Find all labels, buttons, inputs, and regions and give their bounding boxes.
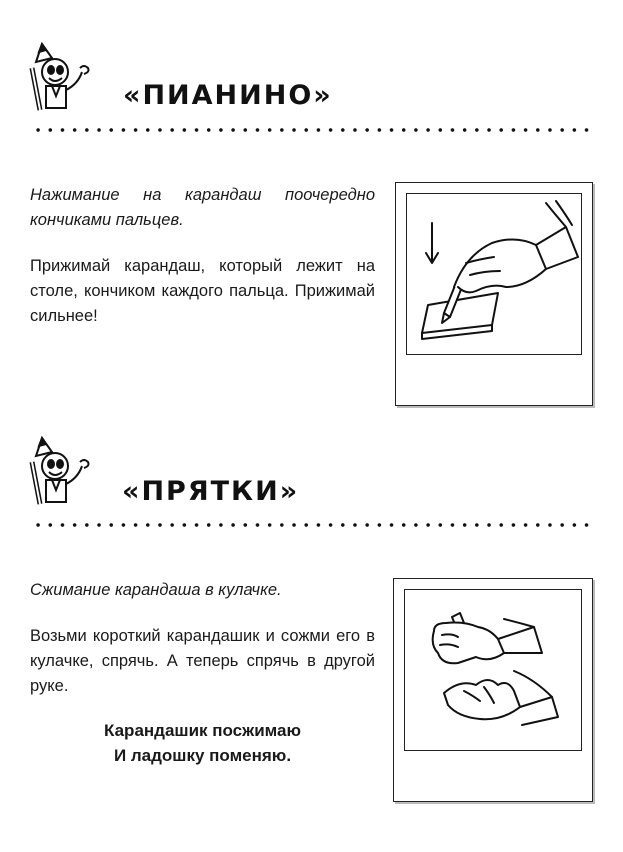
exercise-description: Сжимание карандаша в кулачке.	[30, 581, 282, 599]
rhyme-line: И ладошку поменяю.	[113, 746, 292, 765]
exercise-instructions: Возьми короткий карандашик и сожми его в кулачке, спрячь. А теперь спрячь в другой руке.	[30, 627, 375, 695]
dotted-divider	[32, 127, 592, 133]
pencil-mascot-icon	[22, 38, 102, 118]
section-title: «ПИАНИНО»	[123, 80, 333, 111]
illustration-frame	[393, 578, 593, 802]
section-title: «ПРЯТКИ»	[122, 476, 300, 507]
exercise-description: Нажимание на карандаш поочередно кончиками пальцев.	[30, 186, 375, 229]
pencil-mascot-icon	[22, 432, 102, 512]
rhyme-line: Карандашик посжимаю	[104, 721, 301, 740]
hands-hiding-pencil-image	[394, 579, 592, 801]
hand-pressing-pencil-image	[396, 183, 592, 405]
illustration-frame	[395, 182, 593, 406]
dotted-divider	[32, 522, 592, 528]
exercise-instructions: Прижимай карандаш, который лежит на столе, кончиком каждого пальца. Прижимай сильнее!	[30, 257, 375, 325]
